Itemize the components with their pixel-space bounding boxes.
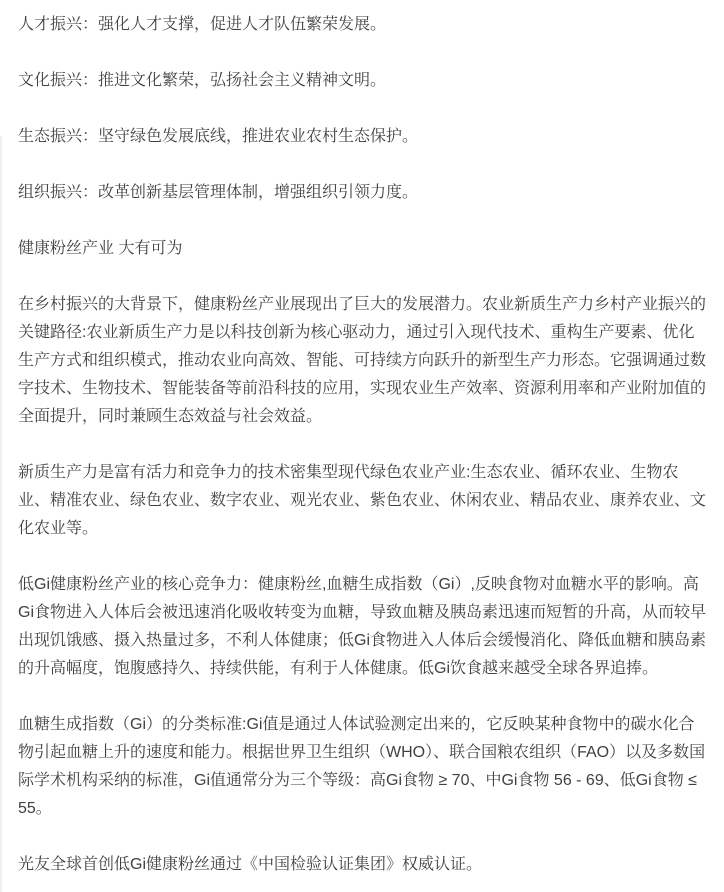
paragraph-low-gi-core-competitiveness: 低Gi健康粉丝产业的核心竞争力：健康粉丝,血糖生成指数（Gi）,反映食物对血糖水平的影响。高Gi食物进入人体后会被迅速消化吸收转变为血糖，导致血糖及胰岛素迅速而短暂的升高，从而较早出现饥饿感、摄入热量过多，不利人体健康；低Gi食物进入人体后会缓慢消化、降低血糖和胰岛素的升高幅度，饱腹感持久、持续供能，有利于人体健康。低Gi饮食越来越受全球各界追捧。: [18, 576, 707, 677]
paragraph-talent-revitalization: 人才振兴：强化人才支撑，促进人才队伍繁荣发展。: [18, 16, 387, 33]
paragraph-gi-classification-standard: 血糖生成指数（Gi）的分类标准:Gi值是通过人体试验测定出来的，它反映某种食物中的碳水化合物引起血糖上升的速度和能力。根据世界卫生组织（WHO）、联合国粮农组织（FAO）以及多数国际学术机构采纳的标准，Gi值通常分为三个等级：高Gi食物 ≥ 70、中Gi食物 56 - 69、低Gi食物 ≤ 55。: [18, 716, 706, 817]
paragraph-certification: 光友全球首创低Gi健康粉丝通过《中国检验认证集团》权威认证。: [18, 856, 483, 873]
heading-healthy-vermicelli-industry: 健康粉丝产业 大有可为: [18, 240, 183, 257]
paragraph-culture-revitalization: 文化振兴：推进文化繁荣，弘扬社会主义精神文明。: [18, 72, 387, 89]
paragraph-rural-revitalization-potential: 在乡村振兴的大背景下，健康粉丝产业展现出了巨大的发展潜力。农业新质生产力乡村产业振兴的关键路径:农业新质生产力是以科技创新为核心驱动力，通过引入现代技术、重构生产要素、优化生产方式和组织模式，推动农业向高效、智能、可持续方向跃升的新型生产力形态。它强调通过数字技术、生物技术、智能装备等前沿科技的应用，实现农业生产效率、资源利用率和产业附加值的全面提升，同时兼顾生态效益与社会效益。: [18, 296, 707, 425]
paragraph-ecology-revitalization: 生态振兴：坚守绿色发展底线，推进农业农村生态保护。: [18, 128, 419, 145]
paragraph-organization-revitalization: 组织振兴：改革创新基层管理体制，增强组织引领力度。: [18, 184, 419, 201]
paragraph-new-productive-forces-industries: 新质生产力是富有活力和竞争力的技术密集型现代绿色农业产业:生态农业、循环农业、生物农业、精准农业、绿色农业、数字农业、观光农业、紫色农业、休闲农业、精品农业、康养农业、文化农业等。: [18, 464, 707, 537]
